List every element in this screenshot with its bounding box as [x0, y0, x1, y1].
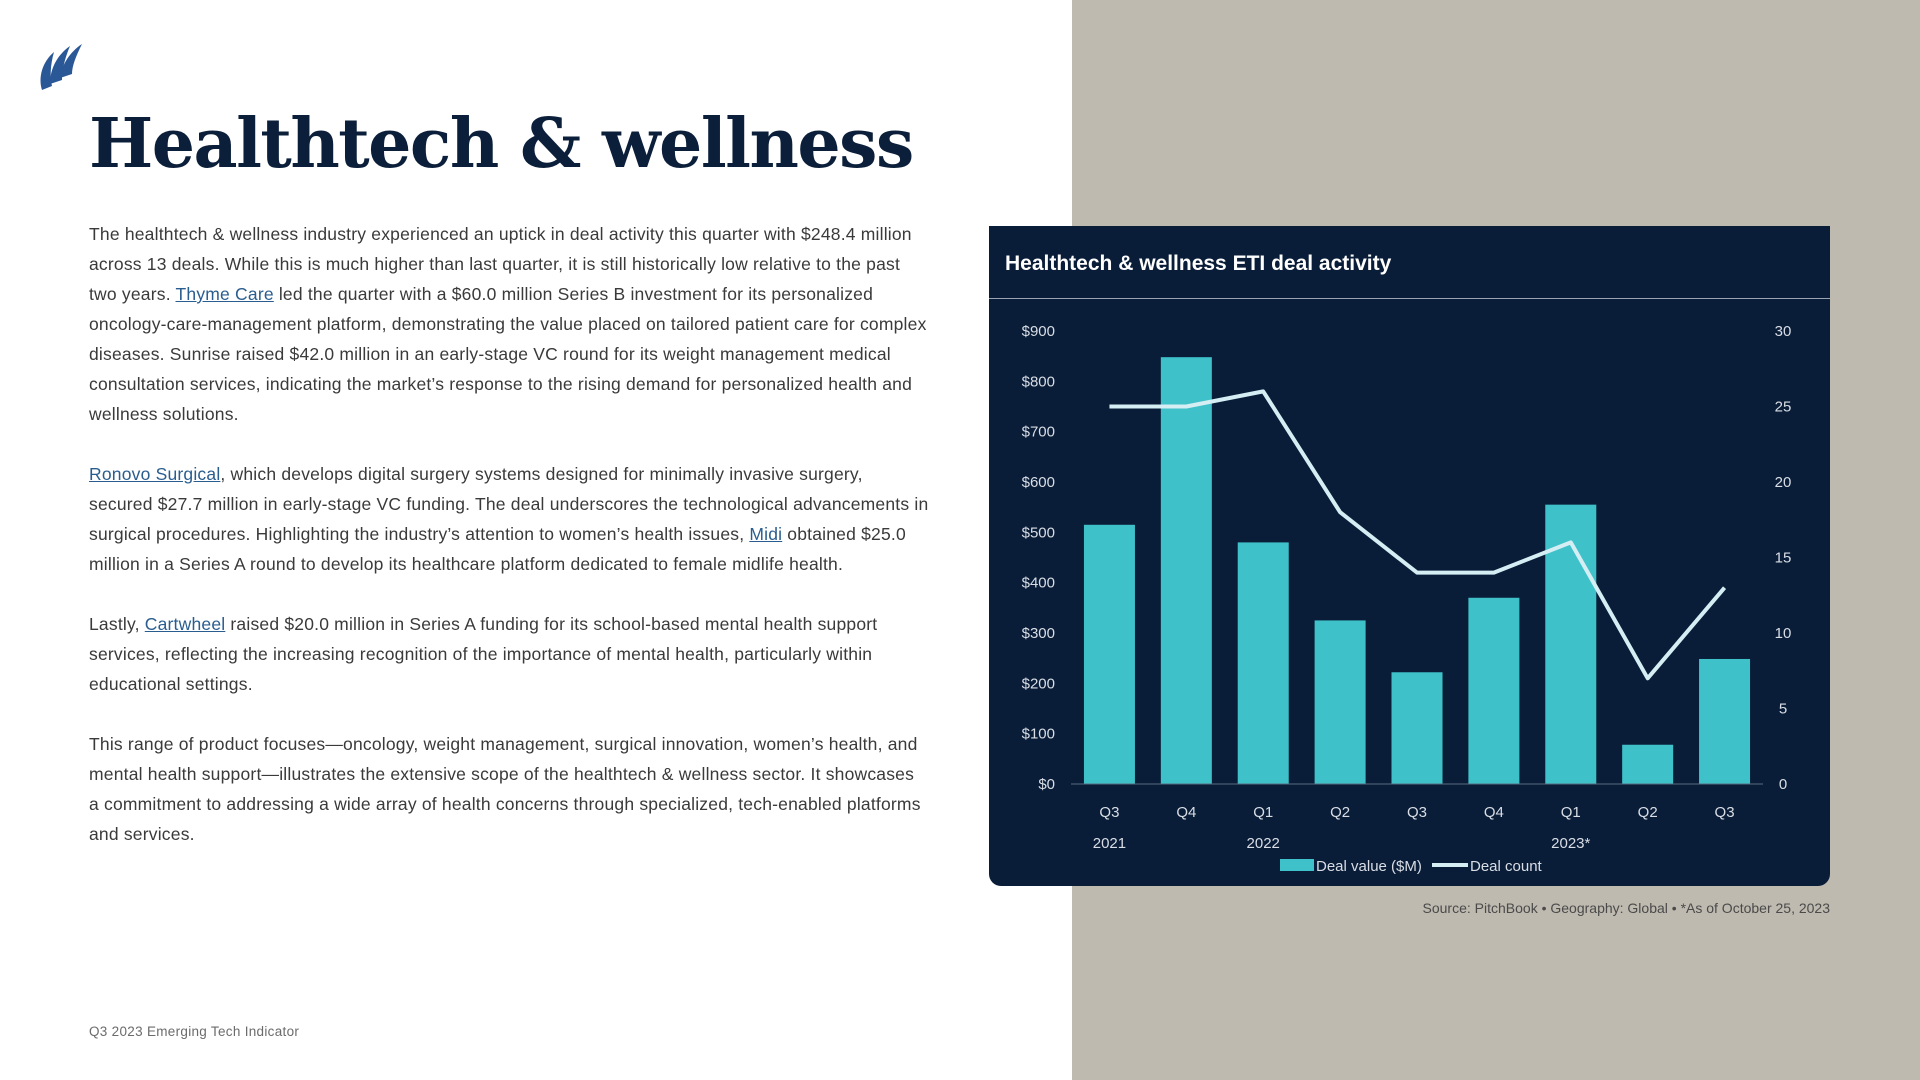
y-left-tick-label: $200	[1021, 675, 1055, 693]
deal-value-bar	[1161, 357, 1212, 784]
article-body	[89, 219, 929, 879]
y-left-tick-label: $300	[1021, 625, 1055, 642]
x-year-label: 2021	[1092, 835, 1127, 852]
y-left-tick-label: $700	[1021, 423, 1055, 441]
x-category-label: Q3	[1714, 804, 1735, 821]
x-category-label: Q2	[1330, 804, 1351, 821]
source-note: Source: PitchBook • Geography: Global • *As of October 25, 2023	[1422, 900, 1830, 916]
combo-chart	[989, 299, 1830, 889]
x-category-label: Q4	[1176, 804, 1197, 821]
y-left-tick-label: $800	[1021, 373, 1055, 391]
y-right-tick-label: 25	[1774, 398, 1792, 416]
y-left-tick-label: $600	[1021, 474, 1055, 491]
y-right-tick-label: 15	[1774, 549, 1792, 567]
y-left-tick-label: $100	[1021, 725, 1055, 743]
page-footer: Q3 2023 Emerging Tech Indicator	[89, 1024, 300, 1039]
cartwheel-link[interactable]: Cartwheel	[144, 614, 226, 634]
deal-value-bar	[1392, 672, 1443, 784]
y-right-tick-label: 30	[1774, 323, 1792, 340]
deal-value-bar	[1699, 659, 1750, 784]
y-left-tick-label: $0	[1038, 776, 1055, 793]
deal-value-bar	[1084, 525, 1135, 784]
deal-value-bar	[1238, 542, 1289, 784]
y-right-tick-label: 20	[1774, 474, 1792, 491]
legend-deal-value-label: Deal value ($M)	[1316, 858, 1422, 875]
legend-bar-swatch	[1280, 859, 1314, 871]
deal-value-bar	[1622, 745, 1673, 784]
y-left-tick-label: $500	[1021, 524, 1055, 542]
thyme-care-link[interactable]: Thyme Care	[175, 284, 274, 304]
deal-value-bar	[1468, 598, 1519, 784]
deal-value-bar	[1545, 505, 1596, 784]
x-year-label: 2022	[1246, 835, 1280, 852]
y-left-tick-label: $900	[1021, 323, 1055, 340]
chart-card	[989, 226, 1830, 886]
y-right-tick-label: 10	[1774, 625, 1792, 642]
midi-link[interactable]: Midi	[749, 524, 783, 544]
y-right-tick-label: 0	[1778, 776, 1788, 793]
paragraph-4: This range of product focuses—oncology, weight management, surgical innovation, women’s health, and mental health support—illustrates the extensive scope of the healthtech & wellness sector. It showcases a commitment to addressing a wide array of health concerns through specialized, tech-enabled platforms and services.	[89, 734, 921, 844]
paragraph-2: Ronovo Surgical, which develops digital surgery systems designed for minimally invasive surgery, secured $27.7 million in early-stage VC funding. The deal underscores the technological advancements in surgical procedures. Highlighting the industry’s attention to women’s health issues, Midi obtained $25.0 million in a Series A round to develop its healthcare platform dedicated to female midlife health.	[89, 464, 929, 574]
y-right-tick-label: 5	[1778, 700, 1788, 718]
deal-value-bar	[1315, 620, 1366, 784]
page-title: Healthtech & wellness	[89, 104, 913, 184]
ronovo-surgical-link[interactable]: Ronovo Surgical	[89, 464, 221, 484]
x-category-label: Q1	[1253, 804, 1274, 821]
x-category-label: Q3	[1099, 804, 1120, 821]
legend-deal-count-label: Deal count	[1470, 858, 1542, 875]
paragraph-3: Lastly, Cartwheel raised $20.0 million in Series A funding for its school-based mental health support services, reflecting the increasing recognition of the importance of mental health, particularly within educational settings.	[89, 614, 878, 694]
sail-logo-icon	[36, 40, 86, 90]
x-category-label: Q2	[1637, 804, 1658, 821]
x-category-label: Q1	[1560, 804, 1581, 821]
paragraph-1: The healthtech & wellness industry experienced an uptick in deal activity this quarter with $248.4 million across 13 deals. While this is much higher than last quarter, it is still historically low relative to the past two years. Thyme Care led the quarter with a $60.0 million Series B investment for its personalized oncology-care-management platform, demonstrating the value placed on tailored patient care for complex diseases. Sunrise raised $42.0 million in an early-stage VC round for its weight management medical consultation services, indicating the market’s response to the rising demand for personalized health and wellness solutions.	[89, 224, 927, 424]
chart-title: Healthtech & wellness ETI deal activity	[1005, 252, 1392, 275]
x-category-label: Q4	[1483, 804, 1504, 821]
x-year-label: 2023*	[1551, 835, 1591, 852]
y-left-tick-label: $400	[1021, 574, 1055, 592]
x-category-label: Q3	[1406, 804, 1428, 821]
